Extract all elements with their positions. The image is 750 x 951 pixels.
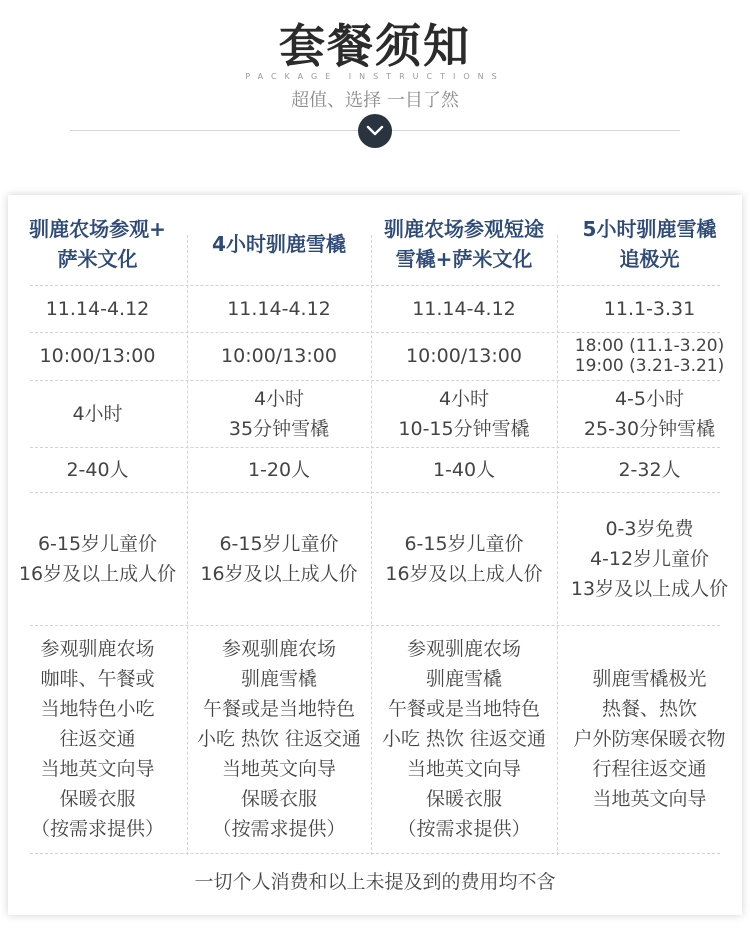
cell-line: 驯鹿雪橇 bbox=[425, 668, 502, 690]
table-cell bbox=[557, 380, 742, 447]
table-cell bbox=[557, 332, 742, 380]
cell-line: 10:00/13:00 bbox=[39, 345, 156, 367]
cell-line: 1-20人 bbox=[247, 458, 311, 481]
cell-line: 18:00 (11.1-3.20) bbox=[574, 336, 725, 356]
cell-line: 4小时 bbox=[72, 402, 123, 425]
cell-line: 小吃 热饮 往返交通 bbox=[381, 728, 547, 750]
column-header bbox=[187, 203, 371, 285]
cell-line: 11.14-4.12 bbox=[412, 297, 516, 320]
cell-line: 4小时 bbox=[253, 387, 305, 410]
cell-line: 户外防寒保暖衣物 bbox=[573, 728, 726, 750]
cell-line: 16岁及以上成人价 bbox=[385, 562, 543, 585]
cell-line: 保暖衣服 bbox=[240, 788, 317, 810]
table-cell bbox=[557, 492, 742, 625]
page-title: 套餐须知 bbox=[279, 19, 471, 73]
cell-line: 小吃 热饮 往返交通 bbox=[196, 728, 362, 750]
table-cell bbox=[187, 492, 371, 625]
cell-line: 6-15岁儿童价 bbox=[37, 532, 158, 555]
subtitle-english: PACKAGE INSTRUCTIONS bbox=[245, 72, 505, 81]
table-cell bbox=[187, 380, 371, 447]
expand-button[interactable] bbox=[358, 114, 392, 148]
cell-line: 11.14-4.12 bbox=[45, 297, 150, 320]
cell-line: 雪橇+萨米文化 bbox=[395, 247, 533, 271]
cell-line: 11.1-3.31 bbox=[603, 297, 696, 320]
cell-line: 当地特色小吃 bbox=[40, 698, 155, 720]
column-header bbox=[8, 203, 187, 285]
cell-line: 午餐或是当地特色 bbox=[387, 698, 540, 720]
cell-line: （按需求提供） bbox=[397, 818, 531, 840]
cell-line: 19:00 (3.21-3.21) bbox=[574, 356, 725, 376]
table-cell bbox=[8, 625, 187, 853]
cell-line: 2-32人 bbox=[618, 458, 681, 481]
cell-line: 4小时驯鹿雪橇 bbox=[212, 232, 346, 256]
table-cell bbox=[371, 285, 557, 332]
cell-line: 当地英文向导 bbox=[592, 788, 707, 810]
cell-line: 10:00/13:00 bbox=[406, 345, 522, 367]
table-cell bbox=[187, 285, 371, 332]
cell-line: 16岁及以上成人价 bbox=[200, 562, 358, 585]
cell-line: 4-5小时 bbox=[614, 387, 685, 410]
cell-line: （按需求提供） bbox=[212, 818, 346, 840]
table-cell bbox=[187, 625, 371, 853]
cell-line: 驯鹿雪橇 bbox=[240, 668, 317, 690]
cell-line: 10:00/13:00 bbox=[221, 345, 337, 367]
cell-line: 当地英文向导 bbox=[40, 758, 155, 780]
cell-line: 0-3岁免费 bbox=[605, 517, 694, 540]
table-cell bbox=[187, 447, 371, 492]
cell-line: 萨米文化 bbox=[57, 247, 138, 271]
cell-line: 6-15岁儿童价 bbox=[404, 532, 524, 555]
cell-line: 1-40人 bbox=[432, 458, 496, 481]
table-cell bbox=[187, 332, 371, 380]
cell-line: 往返交通 bbox=[59, 728, 136, 750]
package-table bbox=[8, 195, 742, 915]
cell-line: 咖啡、午餐或 bbox=[40, 668, 155, 690]
table-cell bbox=[8, 380, 187, 447]
table-cell bbox=[8, 447, 187, 492]
table-cell bbox=[371, 380, 557, 447]
cell-line: 35分钟雪橇 bbox=[228, 417, 330, 440]
cell-line: 追极光 bbox=[619, 247, 680, 271]
chevron-down-icon bbox=[366, 125, 384, 137]
table-cell bbox=[557, 285, 742, 332]
cell-line: 11.14-4.12 bbox=[227, 297, 331, 320]
cell-line: 驯鹿农场参观短途 bbox=[384, 217, 544, 241]
table-cell bbox=[557, 447, 742, 492]
cell-line: 6-15岁儿童价 bbox=[219, 532, 339, 555]
subtitle-chinese: 超值、选择 一目了然 bbox=[291, 90, 459, 111]
page-header bbox=[0, 0, 750, 170]
cell-line: 驯鹿雪橇极光 bbox=[592, 668, 707, 690]
table-cell bbox=[371, 625, 557, 853]
cell-line: 参观驯鹿农场 bbox=[221, 638, 336, 660]
table-cell bbox=[371, 447, 557, 492]
cell-line: 4小时 bbox=[438, 387, 490, 410]
cell-line: 午餐或是当地特色 bbox=[202, 698, 355, 720]
cell-line: 行程往返交通 bbox=[592, 758, 707, 780]
cell-line: 4-12岁儿童价 bbox=[589, 547, 710, 570]
table-cell bbox=[371, 492, 557, 625]
cell-line: 驯鹿农场参观+ bbox=[29, 217, 166, 241]
column-header bbox=[557, 203, 742, 285]
cell-line: 当地英文向导 bbox=[406, 758, 521, 780]
cell-line: 10-15分钟雪橇 bbox=[398, 417, 530, 440]
table-cell bbox=[8, 332, 187, 380]
cell-line: 13岁及以上成人价 bbox=[570, 577, 729, 600]
table-cell bbox=[371, 332, 557, 380]
cell-line: 当地英文向导 bbox=[221, 758, 336, 780]
cell-line: 16岁及以上成人价 bbox=[18, 562, 177, 585]
table-cell bbox=[8, 285, 187, 332]
row-divider bbox=[30, 853, 720, 854]
column-header bbox=[371, 203, 557, 285]
cell-line: 参观驯鹿农场 bbox=[40, 638, 155, 660]
cell-line: 5小时驯鹿雪橇 bbox=[582, 217, 717, 241]
package-table-card bbox=[8, 195, 742, 915]
cell-line: 25-30分钟雪橇 bbox=[583, 417, 716, 440]
cell-line: 2-40人 bbox=[66, 458, 129, 481]
cell-line: 热餐、热饮 bbox=[601, 698, 697, 720]
table-cell bbox=[557, 625, 742, 853]
cell-line: （按需求提供） bbox=[30, 818, 164, 840]
cell-line: 参观驯鹿农场 bbox=[406, 638, 521, 660]
cell-line: 保暖衣服 bbox=[425, 788, 502, 810]
cell-line: 保暖衣服 bbox=[59, 788, 136, 810]
table-cell bbox=[8, 492, 187, 625]
table-footer-note: 一切个人消费和以上未提及到的费用均不含 bbox=[194, 871, 556, 893]
